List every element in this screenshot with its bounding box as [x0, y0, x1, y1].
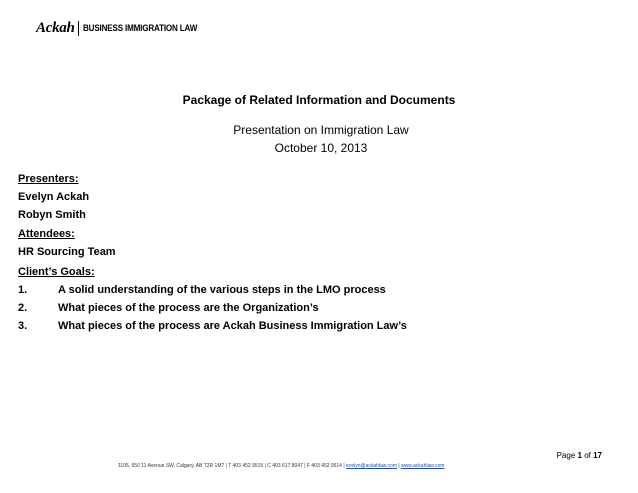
goal-number: 2. — [18, 302, 28, 314]
presentation-date: October 10, 2013 — [274, 141, 368, 155]
goals-heading: Client’s Goals: — [18, 266, 95, 278]
logo-divider — [78, 21, 79, 36]
company-logo — [36, 20, 217, 36]
logo-brand: Ackah — [36, 19, 75, 36]
presenters-section — [18, 170, 89, 224]
footer-contact — [118, 463, 444, 469]
goal-item — [18, 317, 407, 335]
goal-text: A solid understanding of the various steps in the LMO process — [58, 284, 386, 296]
goals-section — [18, 263, 407, 335]
page-number — [557, 451, 602, 460]
document-title-text: Package of Related Information and Documents — [182, 93, 456, 107]
attendee-name: HR Sourcing Team — [18, 246, 116, 258]
attendees-heading: Attendees: — [18, 228, 75, 240]
footer-email-link[interactable]: evelyn@ackahlaw.com — [346, 463, 397, 469]
goal-item — [18, 281, 407, 299]
goal-number: 3. — [18, 320, 28, 332]
page-total: 17 — [593, 451, 602, 460]
presentation-subtitle: Presentation on Immigration Law — [233, 123, 409, 137]
goal-item — [18, 299, 407, 317]
page-current: 1 — [577, 451, 582, 460]
presenter-name: Robyn Smith — [18, 209, 86, 221]
presenter-name: Evelyn Ackah — [18, 191, 90, 203]
goal-number: 1. — [18, 284, 28, 296]
page-of: of — [584, 451, 591, 460]
page-label: Page — [556, 451, 576, 460]
attendees-section — [18, 225, 116, 261]
footer-website-link[interactable]: www.ackahlaw.com — [401, 463, 445, 469]
footer-separator: | — [396, 463, 402, 469]
document-title — [0, 93, 638, 107]
presenters-heading: Presenters: — [18, 173, 79, 185]
logo-tagline: BUSINESS IMMIGRATION LAW — [82, 22, 197, 34]
goal-text: What pieces of the process are the Organization’s — [58, 302, 319, 314]
goal-text: What pieces of the process are Ackah Business Immigration Law’s — [58, 320, 407, 332]
footer-address: 1105, 550 11 Avenue SW, Calgary, AB T2R 1M7 | T 403 452 9515 | C 403 617 8047 | F 403 452 9514 | — [118, 463, 345, 469]
